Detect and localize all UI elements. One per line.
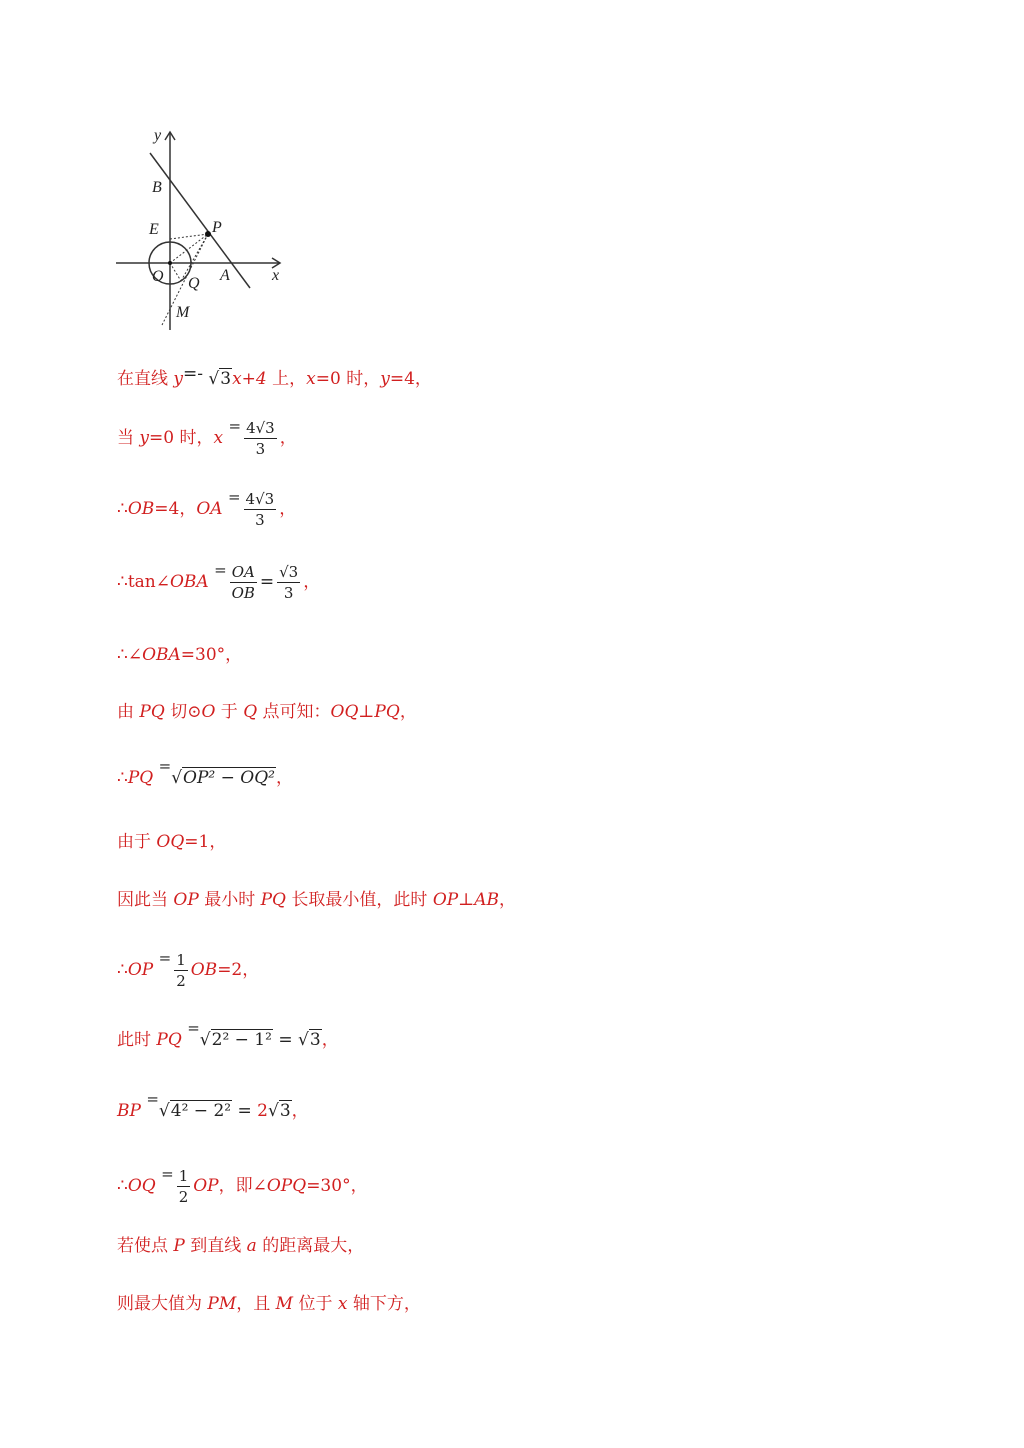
label-a: A bbox=[220, 267, 230, 284]
label-x: x bbox=[272, 267, 280, 284]
label-y: y bbox=[154, 127, 162, 144]
solution-line-13: ∴OQ = $\frac{1}{2}$ OP，即∠OPQ=30°， bbox=[117, 1165, 368, 1206]
solution-line-12: BP =√4² − 2² = 2√3， bbox=[117, 1090, 309, 1121]
label-e: E bbox=[149, 221, 159, 238]
solution-line-9: 因此当 OP 最小时 PQ 长取最小值，此时 OP⊥AB， bbox=[117, 890, 516, 910]
label-q: Q bbox=[188, 275, 200, 292]
solution-line-7: ∴PQ =√OP² − OQ²， bbox=[117, 757, 293, 788]
label-b: B bbox=[152, 179, 162, 196]
label-p: P bbox=[212, 219, 222, 236]
line-oq bbox=[170, 263, 181, 281]
solution-line-1: 在直线 y=- √3x+4 上，x=0 时，y=4， bbox=[117, 364, 432, 389]
solution-line-5: ∴∠OBA=30°， bbox=[117, 645, 243, 665]
solution-line-6: 由 PQ 切⊙O 于 Q 点可知：OQ⊥PQ， bbox=[117, 702, 417, 722]
label-m: M bbox=[176, 304, 190, 321]
solution-line-15: 则最大值为 PM，且 M 位于 x 轴下方， bbox=[117, 1294, 421, 1314]
solution-line-10: ∴OP = $\frac{1}{2}$ OB=2， bbox=[117, 949, 260, 990]
geometry-figure bbox=[110, 120, 300, 335]
solution-line-3: ∴OB=4，OA = $\frac{4√3}{3}$ ， bbox=[117, 488, 297, 529]
point-p bbox=[205, 231, 211, 237]
point-o bbox=[168, 261, 172, 265]
solution-line-11: 此时 PQ =√2² − 1² = √3， bbox=[117, 1019, 339, 1050]
solution-line-8: 由于 OQ=1， bbox=[117, 832, 227, 852]
solution-line-4: ∴tan∠OBA = $\frac{OA}{OB}$ = $\frac{√3}{3}$ ， bbox=[117, 561, 321, 602]
label-o: O bbox=[152, 268, 164, 285]
solution-line-14: 若使点 P 到直线 a 的距离最大， bbox=[117, 1236, 365, 1256]
line-ab bbox=[150, 153, 250, 288]
solution-line-2: 当 y=0 时，x = $\frac{4√3}{3}$ ， bbox=[117, 417, 297, 458]
